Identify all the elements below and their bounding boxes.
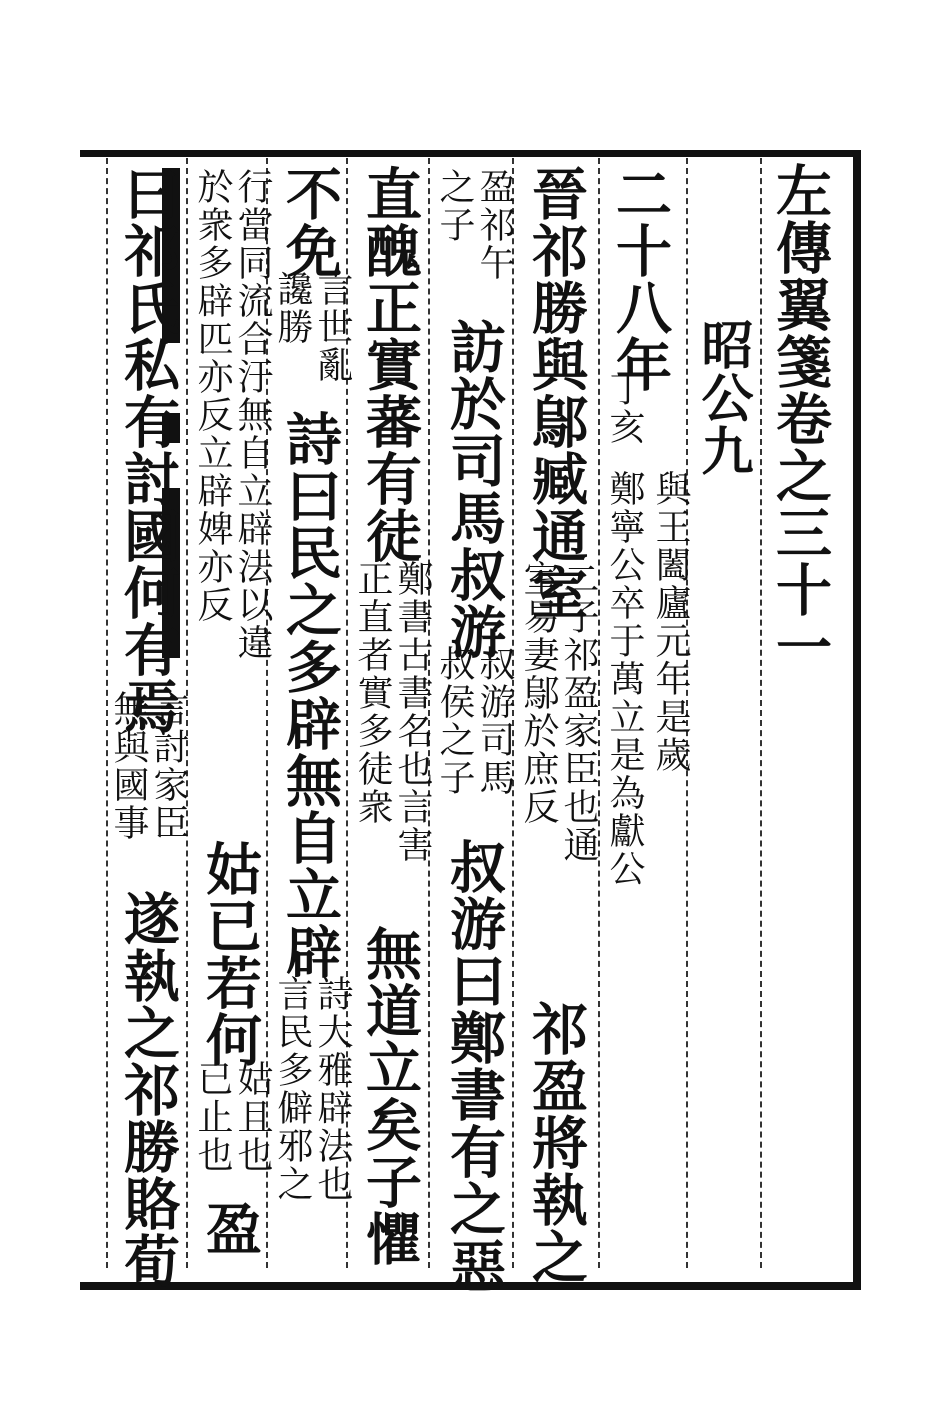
main-text: 訪於司馬叔游 (441, 318, 507, 660)
main-text: 叔游曰鄭書有之惡 (441, 838, 507, 1294)
commentary-pair (108, 690, 189, 842)
commentary-line: 與王闔廬元年是歲 (650, 470, 691, 774)
commentary-pair (604, 370, 645, 446)
commentary-pair (434, 645, 515, 797)
commentary-pair (192, 168, 273, 662)
commentary-line: 盈祁午 (474, 168, 515, 282)
commentary-pair (518, 560, 599, 864)
commentary-line: 已止也 (192, 1060, 233, 1174)
book-title: 左傳翼箋卷之三十一 (767, 162, 833, 675)
commentary-line: 正直者實多徒衆 (352, 560, 393, 826)
main-text: 無道立矣子懼 (357, 925, 423, 1267)
commentary-line: 行當同流合汙無自立辟法以違 (232, 168, 273, 662)
main-text: 二十八年 (607, 165, 673, 393)
commentary-line: 無與國事 (108, 690, 149, 842)
binding-edge (80, 158, 104, 1268)
column-rule (760, 158, 762, 1268)
main-text: 曰祁氏私有討國何有焉 (115, 165, 181, 735)
main-text: 祁盈將執之 (523, 1000, 589, 1285)
commentary-line: 叔游司馬 (474, 645, 515, 797)
commentary-line: 於衆多辟匹亦反立辟婢亦反 (192, 168, 233, 624)
main-text: 詩曰民之多辟無自立辟 (277, 410, 343, 980)
main-text: 姑已若何 (197, 840, 263, 1068)
commentary-line: 詩大雅辟法也 (312, 975, 353, 1203)
main-text: 晉祁勝與鄔臧通室 (523, 165, 589, 621)
commentary-line: 言民多僻邪之 (272, 975, 313, 1203)
commentary-line: 丁亥 (604, 370, 645, 446)
commentary-pair (434, 168, 515, 282)
main-text: 直醜正實蕃有徒 (357, 165, 423, 564)
commentary-line: 讒勝 (272, 270, 313, 346)
commentary-line: 鄭寧公卒于萬立是為獻公 (604, 470, 645, 888)
main-text: 盈 (197, 1200, 263, 1257)
commentary-pair (192, 1060, 273, 1174)
commentary-line: 室易妻鄔於庶反 (518, 560, 559, 826)
commentary-line: 言討家臣 (148, 690, 189, 842)
commentary-line: 之子 (434, 168, 475, 244)
commentary-line: 鄭書古書名也言害 (392, 560, 433, 864)
commentary-line: 言世亂 (312, 270, 353, 384)
commentary-pair (272, 975, 353, 1203)
chapter-heading: 昭公九 (692, 318, 753, 477)
commentary-line: 姑且也 (232, 1060, 273, 1174)
commentary-pair (272, 270, 353, 384)
commentary-pair (604, 470, 691, 888)
commentary-line: 叔侯之子 (434, 645, 475, 797)
main-text: 遂執之祁勝賂荀 (115, 890, 181, 1289)
commentary-pair (352, 560, 433, 864)
commentary-line: 二子祁盈家臣也通 (558, 560, 599, 864)
main-text: 不免 (277, 165, 343, 279)
